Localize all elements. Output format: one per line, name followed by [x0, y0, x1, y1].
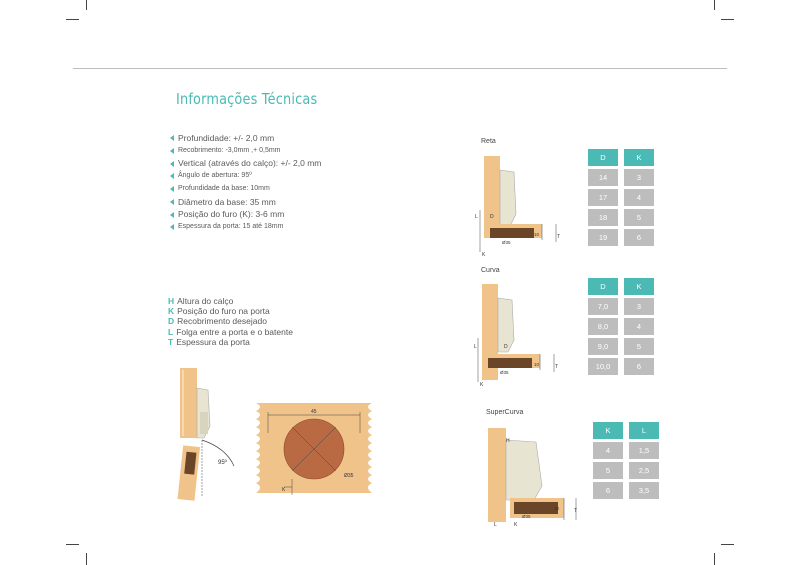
legend-letter: L — [168, 326, 174, 337]
h-label: H — [506, 438, 510, 444]
table-cell: 5 — [624, 338, 654, 355]
legend-letter: D — [168, 316, 175, 327]
table-cell: 6 — [624, 358, 654, 375]
section-label-supercurva: SuperCurva — [486, 409, 524, 416]
opening-angle-diagram — [178, 366, 253, 506]
table-cell: 2,5 — [629, 462, 659, 479]
legend-letter: T — [168, 336, 174, 347]
hinge-diagram-reta — [474, 152, 564, 260]
table-cell: 3 — [624, 298, 654, 315]
table-cell: 6 — [624, 229, 654, 246]
spec-text: Ângulo de abertura: 95º — [178, 172, 252, 180]
t-label: T — [574, 508, 578, 514]
spec-item — [170, 208, 321, 221]
legend-item — [168, 316, 293, 326]
spec-text: Diâmetro da base: 35 mm — [178, 196, 276, 207]
table-cell: 4 — [593, 442, 623, 459]
legend-item — [168, 337, 293, 347]
hinge-diagram-curva — [474, 282, 564, 388]
bullet-triangle-icon — [170, 199, 174, 205]
bullet-triangle-icon — [170, 186, 174, 192]
crop-mark — [66, 544, 79, 545]
legend-item — [168, 327, 293, 337]
spec-text: Espessura da porta: 15 até 18mm — [178, 222, 284, 230]
legend-letter: K — [168, 306, 175, 317]
table-cell: 10,0 — [588, 358, 618, 375]
spec-item — [170, 157, 321, 170]
base-diameter-label: Ø35 — [522, 514, 531, 519]
crop-mark — [721, 19, 734, 20]
table-cell: 3 — [624, 169, 654, 186]
spec-item — [170, 170, 321, 183]
table-cell: 3,5 — [629, 482, 659, 499]
bullet-triangle-icon — [170, 135, 174, 141]
section-label-reta: Reta — [481, 138, 496, 145]
table-header-cell: K — [624, 149, 654, 166]
t-label: T — [555, 364, 559, 370]
legend-item — [168, 296, 293, 306]
ten-label: 10 — [554, 506, 560, 511]
t-label: T — [557, 234, 561, 240]
table-cell: 17 — [588, 189, 618, 206]
spec-item — [170, 221, 321, 234]
l-label: L — [494, 522, 497, 528]
width-label: 45 — [311, 409, 317, 415]
table-header-cell: K — [593, 422, 623, 439]
legend-letter: H — [168, 296, 175, 306]
bullet-triangle-icon — [170, 173, 174, 179]
bullet-triangle-icon — [170, 148, 174, 154]
d-label: D — [504, 344, 508, 350]
table-cell: 14 — [588, 169, 618, 186]
spec-text: Vertical (através do calço): +/- 2,0 mm — [178, 158, 322, 169]
legend-text: Folga entre a porta e o batente — [176, 326, 293, 337]
spec-text: Recobrimento: -3,0mm ,+ 0,5mm — [178, 146, 281, 154]
spec-text: Posição do furo (K): 3-6 mm — [178, 209, 285, 220]
k-label: K — [282, 487, 286, 493]
table-cell: 4 — [624, 189, 654, 206]
ten-label: 10 — [534, 362, 540, 367]
crop-mark — [86, 0, 87, 10]
header-rule — [73, 68, 727, 69]
crop-mark — [66, 19, 79, 20]
legend-item — [168, 306, 293, 316]
section-label-curva: Curva — [481, 267, 500, 274]
table-cell: 4 — [624, 318, 654, 335]
legend-text: Espessura da porta — [176, 336, 250, 347]
spec-list — [170, 132, 321, 234]
table-cell: 8,0 — [588, 318, 618, 335]
legend-text: Posição do furo na porta — [177, 306, 270, 317]
d-label: D — [490, 214, 494, 220]
spec-text: Profundidade da base: 10mm — [178, 184, 270, 192]
table-header-cell: K — [624, 278, 654, 295]
legend-text: Altura do calço — [177, 296, 234, 306]
crop-mark — [714, 0, 715, 10]
crop-mark — [86, 553, 87, 565]
table-header-cell: D — [588, 149, 618, 166]
base-diameter-label: Ø35 — [500, 370, 509, 375]
table-cell: 5 — [624, 209, 654, 226]
table-cell: 9,0 — [588, 338, 618, 355]
bullet-triangle-icon — [170, 161, 174, 167]
table-cell: 5 — [593, 462, 623, 479]
legend-text: Recobrimento desejado — [177, 316, 267, 327]
table-cell: 18 — [588, 209, 618, 226]
legend — [168, 296, 293, 347]
spec-item — [170, 132, 321, 145]
boring-diagram — [256, 403, 372, 495]
crop-mark — [714, 553, 715, 565]
table-cell: 1,5 — [629, 442, 659, 459]
bullet-triangle-icon — [170, 224, 174, 230]
ten-label: 10 — [534, 232, 540, 237]
spec-item — [170, 145, 321, 158]
table-header-cell: L — [629, 422, 659, 439]
spec-item — [170, 196, 321, 209]
angle-label: 95º — [218, 460, 227, 466]
spec-text: Profundidade: +/- 2,0 mm — [178, 133, 275, 143]
hinge-diagram-supercurva — [484, 426, 580, 528]
l-label: L — [474, 344, 477, 350]
k-label: K — [514, 522, 518, 528]
l-label: L — [475, 214, 478, 220]
base-diameter-label: Ø35 — [502, 240, 511, 245]
table-header-cell: D — [588, 278, 618, 295]
spec-item — [170, 183, 321, 196]
diameter-label: Ø35 — [344, 473, 354, 479]
table-cell: 19 — [588, 229, 618, 246]
table-cell: 6 — [593, 482, 623, 499]
crop-mark — [721, 544, 734, 545]
k-label: K — [482, 252, 486, 258]
k-label: K — [480, 382, 484, 388]
page-title: Informações Técnicas — [176, 90, 318, 108]
table-cell: 7,0 — [588, 298, 618, 315]
bullet-triangle-icon — [170, 212, 174, 218]
